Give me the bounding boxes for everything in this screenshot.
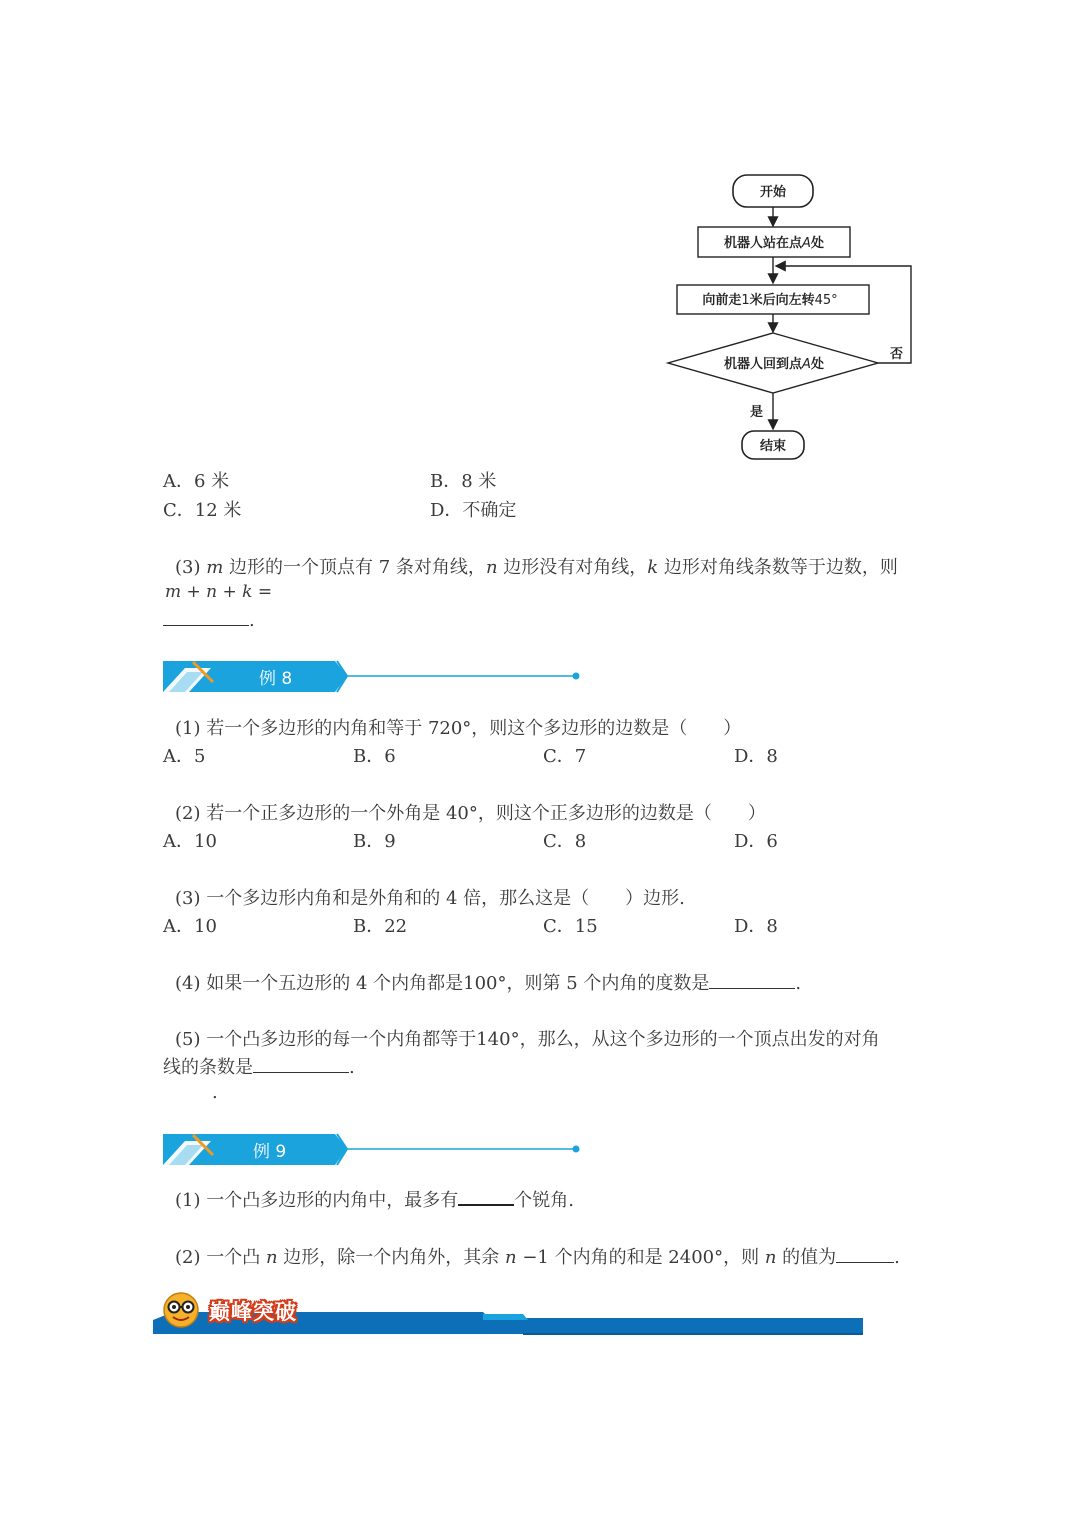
- ex8-q5-line1: (5) 一个凸多边形的每一个内角都等于140°，那么，从这个多边形的一个顶点出发的对角: [175, 1029, 880, 1050]
- ex8-q1-option-b: B．6: [353, 746, 396, 767]
- option-d: D．不确定: [430, 500, 517, 521]
- ex9-q2-blank[interactable]: [836, 1246, 894, 1263]
- ex8-q1-option-c: C．7: [543, 746, 587, 767]
- ex8-q1: (1) 若一个多边形的内角和等于 720°，则这个多边形的边数是（ ）: [175, 718, 742, 739]
- ex9-q1-blank[interactable]: [458, 1188, 514, 1206]
- ex8-q5-blank[interactable]: [253, 1056, 349, 1073]
- flowchart-no-label: 否: [890, 347, 904, 362]
- peak-breakthrough-label: 巅峰突破: [209, 1300, 297, 1324]
- ex8-q1-option-a: A．5: [163, 746, 206, 767]
- question-3-answer-blank[interactable]: .: [163, 609, 255, 631]
- ex8-q2-option-a: A．10: [163, 831, 217, 852]
- flowchart-yes-label: 是: [750, 405, 764, 420]
- question-3-expression: m + n + k =: [165, 582, 273, 602]
- ex8-q3: (3) 一个多边形内角和是外角和的 4 倍，那么这是（ ）边形.: [175, 888, 685, 909]
- flowchart-move-label: 向前走1米后向左转45°: [702, 293, 838, 308]
- example-8-banner: [163, 658, 583, 692]
- flowchart-init-label: 机器人站在点A处: [724, 236, 824, 251]
- ex8-q3-option-d: D．8: [734, 916, 778, 937]
- flowchart-decision-label: 机器人回到点A处: [724, 357, 824, 372]
- peak-breakthrough-banner: [153, 1290, 863, 1338]
- ex8-q4: (4) 如果一个五边形的 4 个内角都是100°，则第 5 个内角的度数是 .: [175, 973, 802, 994]
- example-8-label: 例 8: [259, 669, 293, 689]
- ex8-q5-line2: 线的条数是 .: [163, 1057, 355, 1078]
- ex8-q2-option-d: D．6: [734, 831, 778, 852]
- ex8-q2-option-b: B．9: [353, 831, 396, 852]
- flowchart-start-label: 开始: [759, 185, 787, 200]
- ex8-q5-stray-dot: .: [212, 1082, 218, 1103]
- ex8-q2-option-c: C．8: [543, 831, 587, 852]
- example-9-label: 例 9: [253, 1142, 287, 1162]
- example-9-banner: [163, 1131, 583, 1165]
- question-3-diagonals: (3) m 边形的一个顶点有 7 条对角线，n 边形没有对角线，k 边形对角线条数等于边数，则: [175, 557, 898, 578]
- robot-flowchart: [660, 170, 920, 465]
- option-b: B．8 米: [430, 471, 497, 492]
- ex8-q2: (2) 若一个正多边形的一个外角是 40°，则这个正多边形的边数是（ ）: [175, 803, 766, 824]
- ex8-q3-option-a: A．10: [163, 916, 217, 937]
- option-c: C．12 米: [163, 500, 242, 521]
- ex8-q1-option-d: D．8: [734, 746, 778, 767]
- ex8-q3-option-c: C．15: [543, 916, 598, 937]
- ex9-q1: (1) 一个凸多边形的内角中，最多有 个锐角.: [175, 1190, 574, 1211]
- ex8-q4-blank[interactable]: [709, 972, 795, 989]
- ex8-q3-option-b: B．22: [353, 916, 408, 937]
- option-a: A．6 米: [163, 471, 230, 492]
- ex9-q2: (2) 一个凸 n 边形，除一个内角外，其余 n −1 个内角的和是 2400°，则 n 的值为 .: [175, 1247, 900, 1268]
- flowchart-end-label: 结束: [759, 439, 787, 454]
